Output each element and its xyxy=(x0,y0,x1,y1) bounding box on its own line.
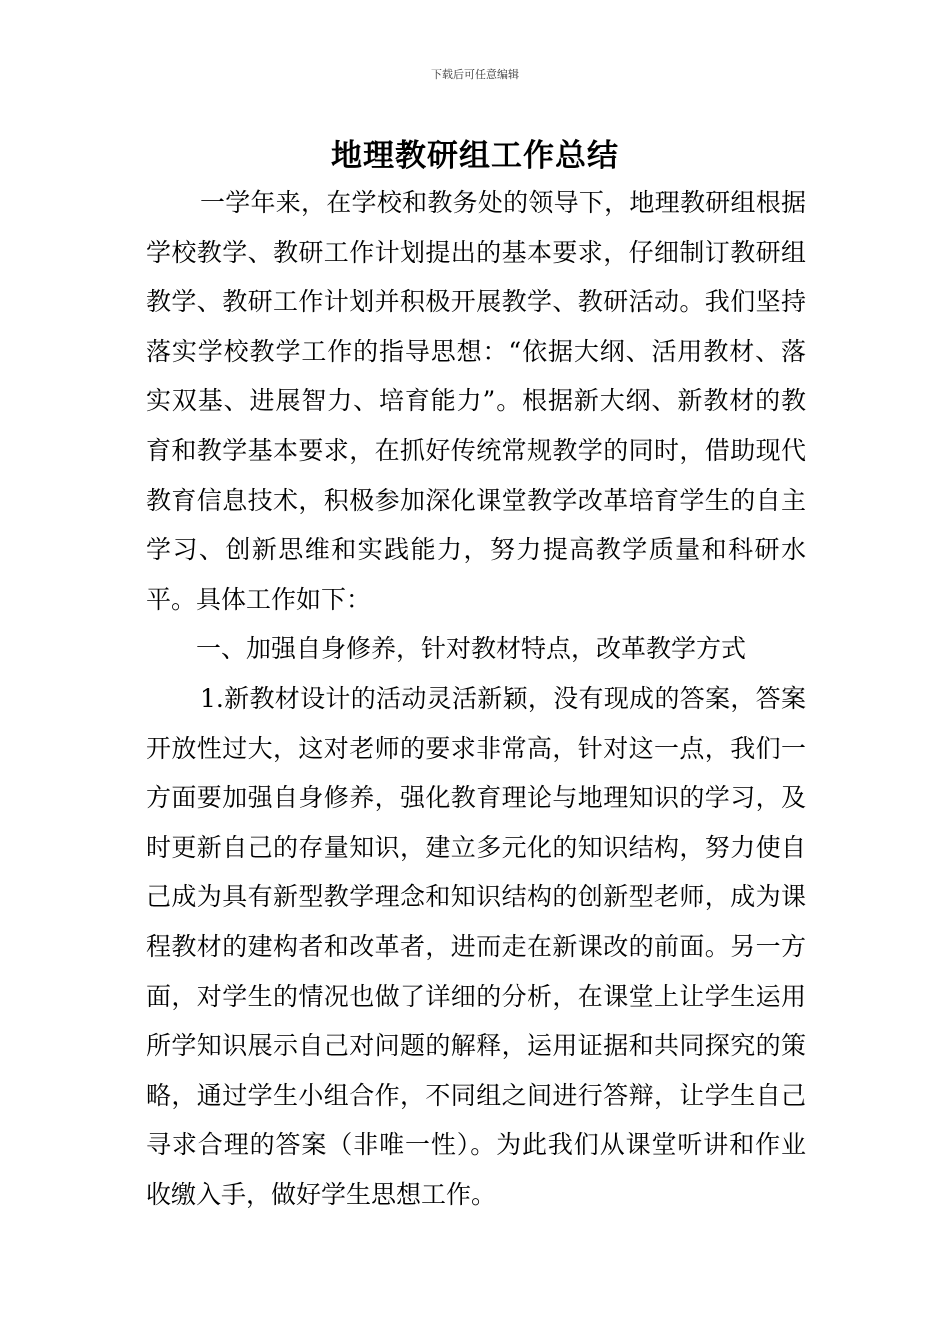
document-body xyxy=(146,178,806,1219)
section-paragraph: 1.新教材设计的活动灵活新颖，没有现成的答案，答案开放性过大，这对老师的要求非常高，针对这一点，我们一方面要加强自身修养，强化教育理论与地理知识的学习，及时更新自己的存量知识，建立多元化的知识结构，努力使自己成为具有新型教学理念和知识结构的创新型老师，成为课程教材的建构者和改革者，进而走在新课改的前面。另一方面，对学生的情况也做了详细的分析，在课堂上让学生运用所学知识展示自己对问题的解释，运用证据和共同探究的策略，通过学生小组合作，不同组之间进行答辩，让学生自己寻求合理的答案（非唯一性）。为此我们从课堂听讲和作业收缴入手，做好学生思想工作。 xyxy=(146,683,806,1209)
section-heading: 一、加强自身修养，针对教材特点，改革教学方式 xyxy=(196,634,747,664)
header-note: 下载后可任意编辑 xyxy=(431,68,519,81)
document-title: 地理教研组工作总结 xyxy=(331,138,619,174)
intro-paragraph: 一学年来，在学校和教务处的领导下，地理教研组根据学校教学、教研工作计划提出的基本要求，仔细制订教研组教学、教研工作计划并积极开展教学、教研活动。我们坚持落实学校教学工作的指导思想：“依据大纲、活用教材、落实双基、进展智力、培育能力”。根据新大纲、新教材的教育和教学基本要求，在抓好传统常规教学的同时，借助现代教育信息技术，积极参加深化课堂教学改革培育学生的自主学习、创新思维和实践能力，努力提高教学质量和科研水平。具体工作如下： xyxy=(146,188,806,614)
